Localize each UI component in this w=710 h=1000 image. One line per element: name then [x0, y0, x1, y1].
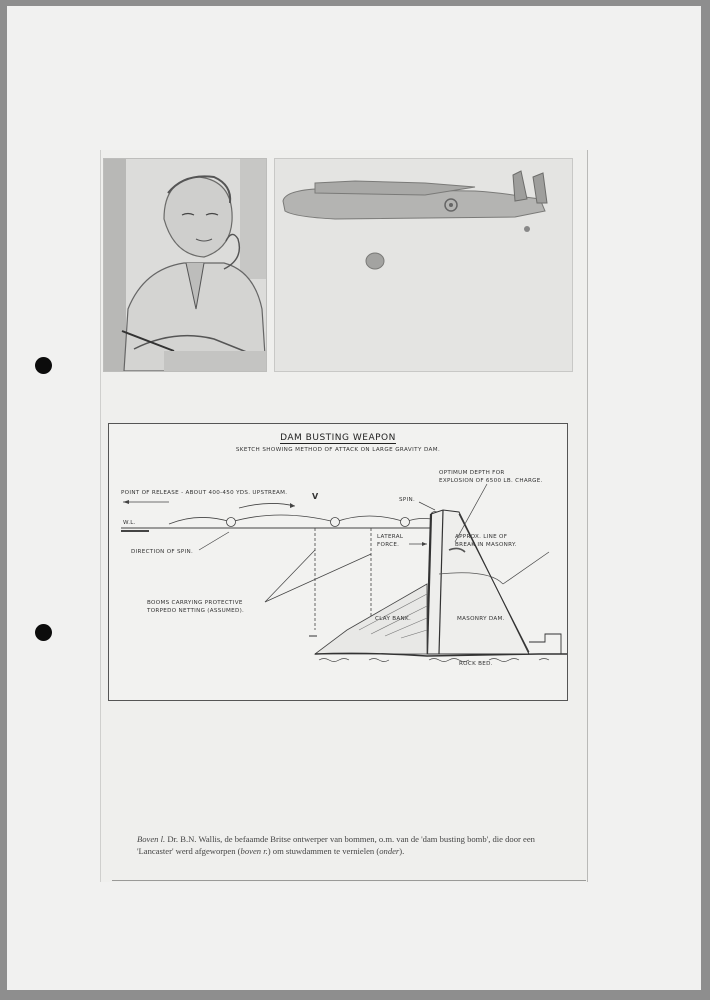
- label-direction-of-spin: DIRECTION OF SPIN.: [131, 549, 194, 555]
- punch-hole: [35, 357, 52, 374]
- lancaster-photo: [274, 158, 573, 372]
- label-rock-bed: ROCK BED.: [459, 661, 493, 667]
- dam-busting-diagram: [108, 423, 568, 701]
- caption-boven-r: boven r.: [240, 846, 268, 856]
- label-approx-line: APPROX. LINE OF BREAK IN MASONRY.: [455, 534, 517, 548]
- diagram-subtitle: SKETCH SHOWING METHOD OF ATTACK ON LARGE GRAVITY DAM.: [235, 447, 441, 453]
- caption-text-3: ).: [399, 846, 405, 856]
- label-booms: BOOMS CARRYING PROTECTIVE TORPEDO NETTING (ASSUMED).: [147, 600, 245, 614]
- label-point-of-release: POINT OF RELEASE - ABOUT 400-450 YDS. UPSTREAM.: [121, 490, 288, 496]
- caption-text-2: ) om stuwdammen te vernielen (: [267, 846, 380, 856]
- caption-text-1: Dr. B.N. Wallis, de befaamde Britse ontwerper van bommen, o.m. van de 'dam busting bomb', die door een 'Lancaster' werd afgeworpen (: [137, 834, 535, 856]
- caption-boven-l: Boven l.: [137, 834, 166, 844]
- caption-onder: onder: [379, 846, 400, 856]
- wallis-photo: [103, 158, 267, 372]
- label-spin: SPIN.: [399, 497, 416, 503]
- label-clay-bank: CLAY BANK.: [375, 616, 412, 622]
- figure-caption: [137, 833, 547, 857]
- punch-hole: [35, 624, 52, 641]
- label-wl: W.L.: [123, 520, 136, 526]
- label-v: V: [312, 492, 319, 501]
- label-masonry-dam: MASONRY DAM.: [457, 616, 505, 622]
- diagram-title: DAM BUSTING WEAPON: [280, 433, 396, 443]
- divider: [112, 880, 586, 881]
- label-optimum-depth: OPTIMUM DEPTH FOR EXPLOSION OF 6500 LB. CHARGE.: [439, 470, 543, 484]
- label-lateral-force: LATERAL FORCE.: [377, 534, 404, 548]
